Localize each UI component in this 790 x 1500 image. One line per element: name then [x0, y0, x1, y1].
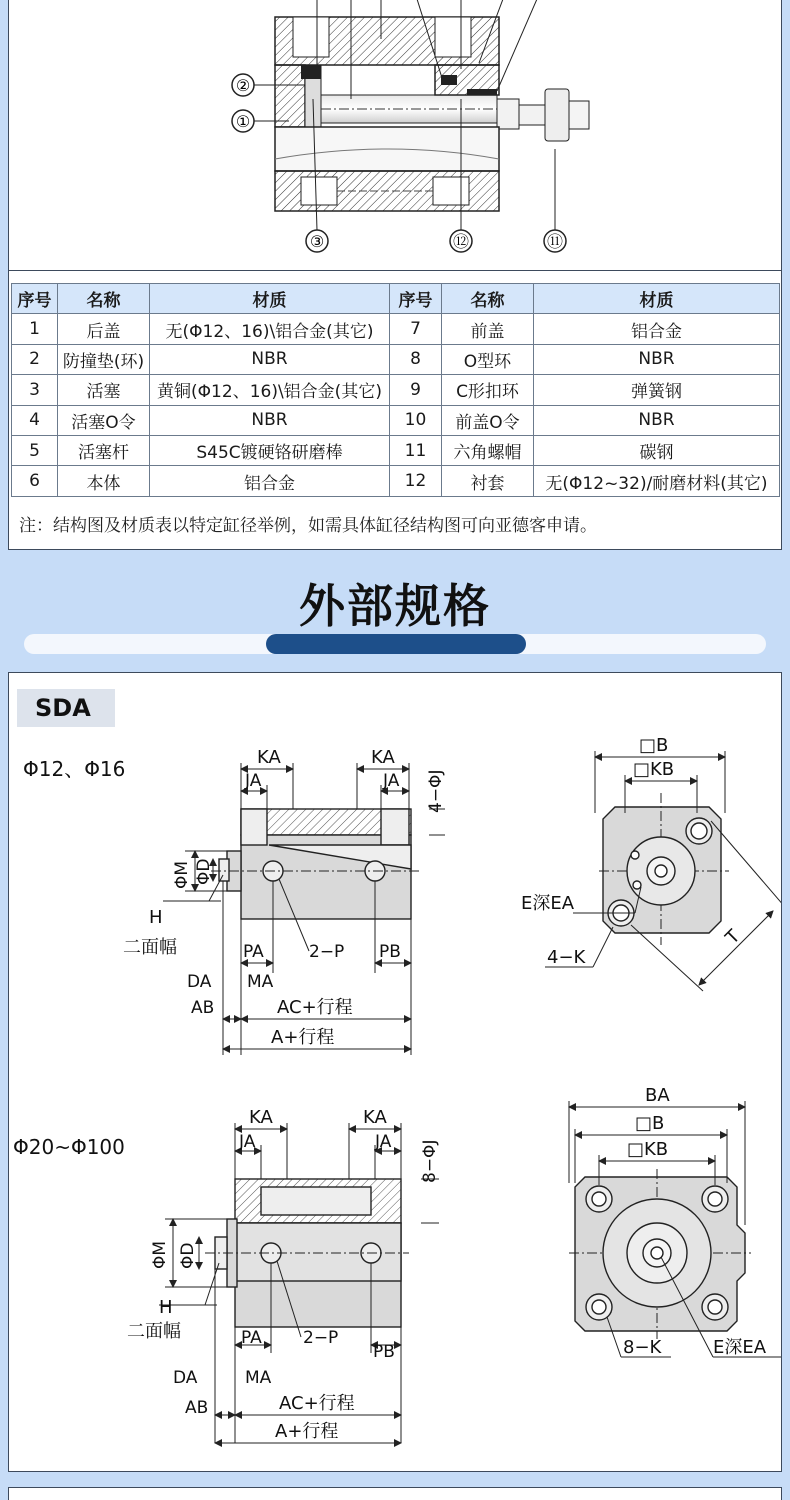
structure-note: 注：结构图及材质表以特定缸径举例，如需具体缸径结构图可向亚德客申请。 — [19, 516, 597, 536]
dim-ja-l: JA — [239, 1132, 256, 1152]
table-row — [12, 466, 780, 496]
dim-8k: 8−K — [623, 1337, 662, 1358]
size-small-label: Φ12、Φ16 — [23, 757, 126, 781]
dim-b: □B — [639, 735, 669, 756]
dim-kb-l: □KB — [627, 1139, 669, 1160]
cell: 活塞杆 — [58, 435, 150, 465]
cell: 9 — [390, 375, 442, 405]
cell: 6 — [12, 466, 58, 496]
dim-a-l: A+行程 — [275, 1421, 339, 1442]
dim-pb: PB — [379, 942, 401, 962]
cell: 12 — [390, 466, 442, 496]
dim-m: ΦM — [172, 860, 192, 889]
model-tag: SDA — [17, 689, 115, 727]
cell: 活塞 — [58, 375, 150, 405]
cell: 3 — [12, 375, 58, 405]
cell: 衬套 — [442, 466, 534, 496]
cell: 黄铜(Φ12、16)\铝合金(其它) — [150, 375, 390, 405]
dim-8j: 8−ΦJ — [420, 1139, 440, 1183]
dim-4j: 4−ΦJ — [426, 769, 446, 813]
dim-pb-l: PB — [373, 1342, 395, 1362]
cell: 弹簧钢 — [534, 375, 780, 405]
col-header: 名称 — [58, 284, 150, 314]
cell: 前盖 — [442, 314, 534, 344]
structure-panel — [8, 0, 782, 550]
cell: 8 — [390, 344, 442, 374]
dim-ja-l-right: JA — [375, 1132, 392, 1152]
col-header: 序号 — [390, 284, 442, 314]
cell: 5 — [12, 435, 58, 465]
callout-3: ③ — [309, 232, 325, 251]
table-row — [12, 405, 780, 435]
dim-pa: PA — [243, 942, 264, 962]
dim-ka-l-right: KA — [363, 1107, 387, 1128]
cell: O型环 — [442, 344, 534, 374]
material-table — [11, 283, 780, 497]
cell: 活塞O令 — [58, 405, 150, 435]
cell: 碳钢 — [534, 435, 780, 465]
cell: 前盖O令 — [442, 405, 534, 435]
col-header: 序号 — [12, 284, 58, 314]
dim-ac-l: AC+行程 — [279, 1393, 355, 1414]
dim-ba: BA — [645, 1085, 670, 1106]
cell: 后盖 — [58, 314, 150, 344]
dim-ka: KA — [257, 747, 281, 768]
dim-da-l: DA — [173, 1368, 198, 1388]
dim-d-l: ΦD — [178, 1242, 198, 1269]
callout-1: ① — [235, 112, 251, 131]
dim-ka-right: KA — [371, 747, 395, 768]
cell: 无(Φ12~32)/耐磨材料(其它) — [534, 466, 780, 496]
dim-da: DA — [187, 972, 212, 992]
dim-ka-l: KA — [249, 1107, 273, 1128]
dim-flats-l: 二面幅 — [127, 1321, 181, 1342]
cell: 10 — [390, 405, 442, 435]
table-header-row — [12, 284, 780, 314]
cell: 六角螺帽 — [442, 435, 534, 465]
dim-ea-l: E深EA — [713, 1337, 767, 1358]
cell: 本体 — [58, 466, 150, 496]
cell: 1 — [12, 314, 58, 344]
cell: C形扣环 — [442, 375, 534, 405]
cell: 铝合金 — [534, 314, 780, 344]
dimension-drawings — [9, 673, 781, 1471]
dim-2p: 2−P — [309, 942, 345, 962]
cell: NBR — [534, 344, 780, 374]
cell: 铝合金 — [150, 466, 390, 496]
dim-h-l: H — [159, 1297, 173, 1318]
cross-section-svg — [9, 0, 781, 271]
dim-d: ΦD — [194, 858, 214, 885]
cell: 无(Φ12、16)\铝合金(其它) — [150, 314, 390, 344]
size-large-label: Φ20~Φ100 — [13, 1135, 125, 1159]
dim-flats: 二面幅 — [123, 937, 177, 958]
cell: NBR — [534, 405, 780, 435]
cell: 7 — [390, 314, 442, 344]
callout-11: ⑪ — [546, 232, 564, 251]
cell: 4 — [12, 405, 58, 435]
dim-4k: 4−K — [547, 947, 586, 968]
callout-2: ② — [235, 76, 251, 95]
dim-ja-right: JA — [383, 771, 400, 791]
cell: 11 — [390, 435, 442, 465]
dim-b-l: □B — [635, 1113, 665, 1134]
dim-kb: □KB — [633, 759, 675, 780]
cell: S45C镀硬铬研磨棒 — [150, 435, 390, 465]
table-row — [12, 314, 780, 344]
table-row — [12, 344, 780, 374]
dim-ac: AC+行程 — [277, 997, 353, 1018]
table-row — [12, 375, 780, 405]
next-panel — [8, 1487, 782, 1500]
col-header: 名称 — [442, 284, 534, 314]
dim-pa-l: PA — [241, 1328, 262, 1348]
dim-ea: E深EA — [521, 893, 575, 914]
dim-ab: AB — [191, 998, 215, 1018]
dim-h: H — [149, 907, 163, 928]
dim-ab-l: AB — [185, 1398, 209, 1418]
section-title: 外部规格 — [299, 579, 491, 633]
col-header: 材质 — [534, 284, 780, 314]
title-underline-accent — [266, 634, 526, 654]
cross-section-drawing — [9, 0, 781, 271]
col-header: 材质 — [150, 284, 390, 314]
dim-ja: JA — [245, 771, 262, 791]
dim-m-l: ΦM — [150, 1240, 170, 1269]
spec-panel — [8, 672, 782, 1472]
table-row — [12, 435, 780, 465]
callout-12: ⑫ — [452, 232, 470, 251]
cell: 防撞垫(环) — [58, 344, 150, 374]
dim-2p-l: 2−P — [303, 1328, 339, 1348]
dim-a: A+行程 — [271, 1027, 335, 1048]
dim-ma-l: MA — [245, 1368, 272, 1388]
cell: NBR — [150, 405, 390, 435]
cell: NBR — [150, 344, 390, 374]
dim-ma: MA — [247, 972, 274, 992]
dim-t: T — [721, 925, 745, 949]
large-bore-end-view — [569, 1101, 781, 1357]
cell: 2 — [12, 344, 58, 374]
